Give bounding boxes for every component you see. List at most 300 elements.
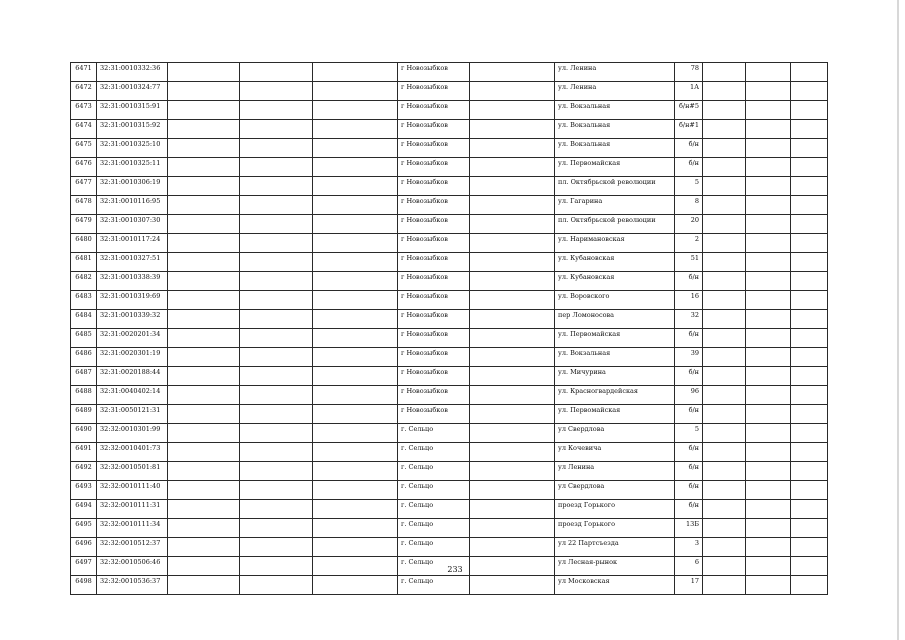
street-name: ул. Первомайская bbox=[555, 405, 675, 424]
city-name: г Новозыбков bbox=[398, 177, 470, 196]
cadastral-number: 32:31:0010319:69 bbox=[97, 291, 168, 310]
city-name: г Новозыбков bbox=[398, 348, 470, 367]
empty-cell bbox=[470, 82, 555, 101]
city-name: г. Сельцо bbox=[398, 462, 470, 481]
empty-cell bbox=[470, 329, 555, 348]
empty-cell bbox=[313, 443, 398, 462]
table-row bbox=[71, 310, 828, 329]
empty-cell bbox=[240, 63, 313, 82]
house-number: 5 bbox=[675, 424, 703, 443]
empty-cell bbox=[470, 310, 555, 329]
city-name: г Новозыбков bbox=[398, 82, 470, 101]
empty-cell bbox=[168, 158, 240, 177]
empty-cell bbox=[791, 253, 828, 272]
empty-cell bbox=[168, 139, 240, 158]
empty-cell bbox=[746, 443, 791, 462]
empty-cell bbox=[791, 272, 828, 291]
empty-cell bbox=[470, 557, 555, 576]
empty-cell bbox=[470, 348, 555, 367]
empty-cell bbox=[791, 405, 828, 424]
empty-cell bbox=[168, 253, 240, 272]
empty-cell bbox=[168, 63, 240, 82]
empty-cell bbox=[313, 576, 398, 595]
empty-cell bbox=[168, 310, 240, 329]
empty-cell bbox=[240, 424, 313, 443]
empty-cell bbox=[168, 272, 240, 291]
empty-cell bbox=[313, 348, 398, 367]
empty-cell bbox=[746, 367, 791, 386]
cadastral-number: 32:31:0010325:10 bbox=[97, 139, 168, 158]
empty-cell bbox=[470, 538, 555, 557]
house-number: б/н bbox=[675, 139, 703, 158]
city-name: г. Сельцо bbox=[398, 519, 470, 538]
city-name: г Новозыбков bbox=[398, 120, 470, 139]
empty-cell bbox=[470, 63, 555, 82]
street-name: ул 22 Партсъезда bbox=[555, 538, 675, 557]
table-row bbox=[71, 63, 828, 82]
empty-cell bbox=[313, 462, 398, 481]
house-number: б/н bbox=[675, 462, 703, 481]
row-number: 6471 bbox=[71, 63, 97, 82]
empty-cell bbox=[313, 158, 398, 177]
cadastral-number: 32:31:0010339:32 bbox=[97, 310, 168, 329]
empty-cell bbox=[703, 576, 746, 595]
house-number: б/н bbox=[675, 405, 703, 424]
empty-cell bbox=[240, 177, 313, 196]
row-number: 6491 bbox=[71, 443, 97, 462]
empty-cell bbox=[240, 310, 313, 329]
empty-cell bbox=[168, 576, 240, 595]
table-row bbox=[71, 291, 828, 310]
street-name: ул Ленина bbox=[555, 462, 675, 481]
table-body bbox=[71, 63, 828, 595]
table-row bbox=[71, 158, 828, 177]
city-name: г Новозыбков bbox=[398, 329, 470, 348]
empty-cell bbox=[791, 291, 828, 310]
cadastral-number: 32:31:0010325:11 bbox=[97, 158, 168, 177]
row-number: 6490 bbox=[71, 424, 97, 443]
empty-cell bbox=[168, 424, 240, 443]
city-name: г Новозыбков bbox=[398, 158, 470, 177]
street-name: ул Лесная-рынок bbox=[555, 557, 675, 576]
table-row bbox=[71, 196, 828, 215]
street-name: ул. Ленина bbox=[555, 82, 675, 101]
city-name: г Новозыбков bbox=[398, 386, 470, 405]
empty-cell bbox=[791, 500, 828, 519]
empty-cell bbox=[240, 367, 313, 386]
empty-cell bbox=[168, 348, 240, 367]
cadastral-number: 32:32:0010512:37 bbox=[97, 538, 168, 557]
empty-cell bbox=[313, 272, 398, 291]
empty-cell bbox=[168, 481, 240, 500]
empty-cell bbox=[703, 519, 746, 538]
row-number: 6497 bbox=[71, 557, 97, 576]
row-number: 6480 bbox=[71, 234, 97, 253]
cadastral-number: 32:32:0010301:99 bbox=[97, 424, 168, 443]
empty-cell bbox=[791, 177, 828, 196]
empty-cell bbox=[791, 329, 828, 348]
table-row bbox=[71, 101, 828, 120]
empty-cell bbox=[240, 234, 313, 253]
empty-cell bbox=[240, 82, 313, 101]
city-name: г Новозыбков bbox=[398, 367, 470, 386]
empty-cell bbox=[168, 82, 240, 101]
empty-cell bbox=[791, 386, 828, 405]
empty-cell bbox=[703, 196, 746, 215]
house-number: 39 bbox=[675, 348, 703, 367]
table-row bbox=[71, 481, 828, 500]
empty-cell bbox=[470, 253, 555, 272]
empty-cell bbox=[703, 367, 746, 386]
street-name: ул. Мичурина bbox=[555, 367, 675, 386]
empty-cell bbox=[703, 329, 746, 348]
cadastral-number: 32:31:0010338:39 bbox=[97, 272, 168, 291]
city-name: г Новозыбков bbox=[398, 63, 470, 82]
house-number: 96 bbox=[675, 386, 703, 405]
empty-cell bbox=[313, 424, 398, 443]
empty-cell bbox=[240, 272, 313, 291]
empty-cell bbox=[240, 253, 313, 272]
scan-edge bbox=[897, 0, 899, 640]
empty-cell bbox=[313, 120, 398, 139]
empty-cell bbox=[746, 329, 791, 348]
empty-cell bbox=[746, 500, 791, 519]
city-name: г. Сельцо bbox=[398, 538, 470, 557]
empty-cell bbox=[168, 405, 240, 424]
empty-cell bbox=[703, 101, 746, 120]
empty-cell bbox=[746, 101, 791, 120]
row-number: 6485 bbox=[71, 329, 97, 348]
empty-cell bbox=[240, 500, 313, 519]
street-name: ул. Вокзальная bbox=[555, 120, 675, 139]
empty-cell bbox=[313, 557, 398, 576]
empty-cell bbox=[470, 234, 555, 253]
empty-cell bbox=[313, 481, 398, 500]
city-name: г Новозыбков bbox=[398, 234, 470, 253]
empty-cell bbox=[313, 386, 398, 405]
table-row bbox=[71, 120, 828, 139]
house-number: 5 bbox=[675, 177, 703, 196]
house-number: б/н#1 bbox=[675, 120, 703, 139]
table-row bbox=[71, 367, 828, 386]
empty-cell bbox=[791, 196, 828, 215]
city-name: г Новозыбков bbox=[398, 405, 470, 424]
empty-cell bbox=[746, 576, 791, 595]
empty-cell bbox=[470, 405, 555, 424]
table-row bbox=[71, 424, 828, 443]
empty-cell bbox=[746, 291, 791, 310]
house-number: 1А bbox=[675, 82, 703, 101]
empty-cell bbox=[703, 272, 746, 291]
empty-cell bbox=[240, 120, 313, 139]
city-name: г Новозыбков bbox=[398, 215, 470, 234]
house-number: 8 bbox=[675, 196, 703, 215]
cadastral-number: 32:31:0010306:19 bbox=[97, 177, 168, 196]
empty-cell bbox=[746, 538, 791, 557]
cadastral-number: 32:32:0010501:81 bbox=[97, 462, 168, 481]
cadastral-number: 32:31:0010117:24 bbox=[97, 234, 168, 253]
empty-cell bbox=[791, 576, 828, 595]
empty-cell bbox=[470, 481, 555, 500]
empty-cell bbox=[168, 101, 240, 120]
empty-cell bbox=[746, 177, 791, 196]
city-name: г Новозыбков bbox=[398, 272, 470, 291]
empty-cell bbox=[746, 196, 791, 215]
empty-cell bbox=[746, 481, 791, 500]
empty-cell bbox=[470, 272, 555, 291]
street-name: ул Свердлова bbox=[555, 481, 675, 500]
city-name: г Новозыбков bbox=[398, 253, 470, 272]
city-name: г. Сельцо bbox=[398, 481, 470, 500]
empty-cell bbox=[240, 196, 313, 215]
empty-cell bbox=[470, 519, 555, 538]
empty-cell bbox=[703, 253, 746, 272]
empty-cell bbox=[168, 538, 240, 557]
empty-cell bbox=[240, 538, 313, 557]
street-name: ул. Первомайская bbox=[555, 329, 675, 348]
empty-cell bbox=[470, 386, 555, 405]
house-number: б/н bbox=[675, 329, 703, 348]
empty-cell bbox=[168, 291, 240, 310]
row-number: 6495 bbox=[71, 519, 97, 538]
empty-cell bbox=[791, 424, 828, 443]
cadastral-number: 32:32:0010111:34 bbox=[97, 519, 168, 538]
row-number: 6496 bbox=[71, 538, 97, 557]
empty-cell bbox=[470, 462, 555, 481]
empty-cell bbox=[240, 481, 313, 500]
cadastral-number: 32:31:0040402:14 bbox=[97, 386, 168, 405]
empty-cell bbox=[791, 348, 828, 367]
table-row bbox=[71, 519, 828, 538]
city-name: г Новозыбков bbox=[398, 291, 470, 310]
row-number: 6487 bbox=[71, 367, 97, 386]
row-number: 6484 bbox=[71, 310, 97, 329]
empty-cell bbox=[168, 500, 240, 519]
empty-cell bbox=[791, 158, 828, 177]
empty-cell bbox=[703, 443, 746, 462]
row-number: 6493 bbox=[71, 481, 97, 500]
empty-cell bbox=[746, 63, 791, 82]
empty-cell bbox=[470, 196, 555, 215]
row-number: 6489 bbox=[71, 405, 97, 424]
cadastral-number: 32:31:0010307:30 bbox=[97, 215, 168, 234]
empty-cell bbox=[470, 177, 555, 196]
empty-cell bbox=[791, 234, 828, 253]
city-name: г Новозыбков bbox=[398, 139, 470, 158]
cadastral-number: 32:31:0010327:51 bbox=[97, 253, 168, 272]
row-number: 6492 bbox=[71, 462, 97, 481]
table-row bbox=[71, 538, 828, 557]
table-row bbox=[71, 462, 828, 481]
city-name: г Новозыбков bbox=[398, 196, 470, 215]
empty-cell bbox=[313, 538, 398, 557]
empty-cell bbox=[703, 291, 746, 310]
table-row bbox=[71, 177, 828, 196]
empty-cell bbox=[240, 101, 313, 120]
row-number: 6488 bbox=[71, 386, 97, 405]
cadastral-number: 32:31:0050121:31 bbox=[97, 405, 168, 424]
city-name: г. Сельцо bbox=[398, 557, 470, 576]
empty-cell bbox=[703, 177, 746, 196]
empty-cell bbox=[168, 234, 240, 253]
city-name: г. Сельцо bbox=[398, 424, 470, 443]
house-number: 51 bbox=[675, 253, 703, 272]
empty-cell bbox=[470, 215, 555, 234]
empty-cell bbox=[470, 424, 555, 443]
cadastral-number: 32:32:0010536:37 bbox=[97, 576, 168, 595]
empty-cell bbox=[746, 557, 791, 576]
city-name: г. Сельцо bbox=[398, 500, 470, 519]
table-row bbox=[71, 139, 828, 158]
empty-cell bbox=[746, 386, 791, 405]
row-number: 6477 bbox=[71, 177, 97, 196]
empty-cell bbox=[313, 82, 398, 101]
empty-cell bbox=[240, 329, 313, 348]
table-row bbox=[71, 272, 828, 291]
empty-cell bbox=[791, 215, 828, 234]
empty-cell bbox=[703, 538, 746, 557]
empty-cell bbox=[240, 348, 313, 367]
empty-cell bbox=[791, 481, 828, 500]
empty-cell bbox=[313, 63, 398, 82]
empty-cell bbox=[470, 101, 555, 120]
row-number: 6476 bbox=[71, 158, 97, 177]
empty-cell bbox=[746, 253, 791, 272]
empty-cell bbox=[791, 557, 828, 576]
empty-cell bbox=[470, 367, 555, 386]
empty-cell bbox=[168, 329, 240, 348]
empty-cell bbox=[746, 519, 791, 538]
cadastral-number: 32:32:0010401:73 bbox=[97, 443, 168, 462]
cadastral-number: 32:32:0010506:46 bbox=[97, 557, 168, 576]
street-name: ул Московская bbox=[555, 576, 675, 595]
city-name: г. Сельцо bbox=[398, 576, 470, 595]
empty-cell bbox=[168, 557, 240, 576]
empty-cell bbox=[746, 120, 791, 139]
table-row bbox=[71, 329, 828, 348]
row-number: 6482 bbox=[71, 272, 97, 291]
empty-cell bbox=[746, 310, 791, 329]
street-name: ул. Красногвардейская bbox=[555, 386, 675, 405]
cadastral-number: 32:32:0010111:40 bbox=[97, 481, 168, 500]
house-number: б/н bbox=[675, 500, 703, 519]
empty-cell bbox=[240, 576, 313, 595]
row-number: 6481 bbox=[71, 253, 97, 272]
house-number: 13Б bbox=[675, 519, 703, 538]
cadastral-number: 32:31:0010315:91 bbox=[97, 101, 168, 120]
empty-cell bbox=[313, 405, 398, 424]
empty-cell bbox=[313, 310, 398, 329]
empty-cell bbox=[168, 443, 240, 462]
table-row bbox=[71, 253, 828, 272]
street-name: ул. Кубановская bbox=[555, 272, 675, 291]
empty-cell bbox=[240, 215, 313, 234]
empty-cell bbox=[746, 424, 791, 443]
table-row bbox=[71, 500, 828, 519]
empty-cell bbox=[703, 120, 746, 139]
street-name: ул. Вокзальная bbox=[555, 348, 675, 367]
property-registry-table bbox=[70, 62, 828, 595]
empty-cell bbox=[240, 139, 313, 158]
house-number: 16 bbox=[675, 291, 703, 310]
cadastral-number: 32:31:0010315:92 bbox=[97, 120, 168, 139]
empty-cell bbox=[746, 272, 791, 291]
empty-cell bbox=[313, 367, 398, 386]
row-number: 6483 bbox=[71, 291, 97, 310]
empty-cell bbox=[313, 253, 398, 272]
empty-cell bbox=[313, 101, 398, 120]
street-name: проезд Горького bbox=[555, 500, 675, 519]
empty-cell bbox=[313, 196, 398, 215]
empty-cell bbox=[470, 158, 555, 177]
empty-cell bbox=[313, 139, 398, 158]
street-name: проезд Горького bbox=[555, 519, 675, 538]
empty-cell bbox=[240, 557, 313, 576]
city-name: г Новозыбков bbox=[398, 310, 470, 329]
empty-cell bbox=[703, 405, 746, 424]
empty-cell bbox=[791, 120, 828, 139]
house-number: 20 bbox=[675, 215, 703, 234]
empty-cell bbox=[703, 139, 746, 158]
street-name: ул Кочевича bbox=[555, 443, 675, 462]
empty-cell bbox=[703, 424, 746, 443]
empty-cell bbox=[313, 177, 398, 196]
house-number: б/н bbox=[675, 158, 703, 177]
empty-cell bbox=[168, 462, 240, 481]
empty-cell bbox=[746, 462, 791, 481]
street-name: ул Свердлова bbox=[555, 424, 675, 443]
empty-cell bbox=[168, 215, 240, 234]
empty-cell bbox=[240, 519, 313, 538]
row-number: 6472 bbox=[71, 82, 97, 101]
street-name: ул. Первомайская bbox=[555, 158, 675, 177]
street-name: ул. Вокзальная bbox=[555, 101, 675, 120]
cadastral-number: 32:31:0020188:44 bbox=[97, 367, 168, 386]
empty-cell bbox=[313, 519, 398, 538]
street-name: ул. Ленина bbox=[555, 63, 675, 82]
empty-cell bbox=[703, 500, 746, 519]
city-name: г. Сельцо bbox=[398, 443, 470, 462]
empty-cell bbox=[791, 82, 828, 101]
page-number: 233 bbox=[447, 565, 463, 574]
empty-cell bbox=[703, 310, 746, 329]
empty-cell bbox=[703, 386, 746, 405]
empty-cell bbox=[703, 481, 746, 500]
empty-cell bbox=[791, 519, 828, 538]
street-name: ул. Вокзальная bbox=[555, 139, 675, 158]
row-number: 6474 bbox=[71, 120, 97, 139]
house-number: б/н#5 bbox=[675, 101, 703, 120]
cadastral-number: 32:31:0010332:36 bbox=[97, 63, 168, 82]
empty-cell bbox=[746, 405, 791, 424]
empty-cell bbox=[470, 120, 555, 139]
empty-cell bbox=[470, 500, 555, 519]
street-name: ул. Гагарина bbox=[555, 196, 675, 215]
empty-cell bbox=[240, 158, 313, 177]
empty-cell bbox=[313, 215, 398, 234]
house-number: б/н bbox=[675, 367, 703, 386]
empty-cell bbox=[746, 158, 791, 177]
row-number: 6479 bbox=[71, 215, 97, 234]
empty-cell bbox=[240, 386, 313, 405]
empty-cell bbox=[791, 367, 828, 386]
empty-cell bbox=[168, 177, 240, 196]
house-number: б/н bbox=[675, 272, 703, 291]
empty-cell bbox=[240, 462, 313, 481]
empty-cell bbox=[791, 63, 828, 82]
empty-cell bbox=[791, 538, 828, 557]
empty-cell bbox=[703, 557, 746, 576]
